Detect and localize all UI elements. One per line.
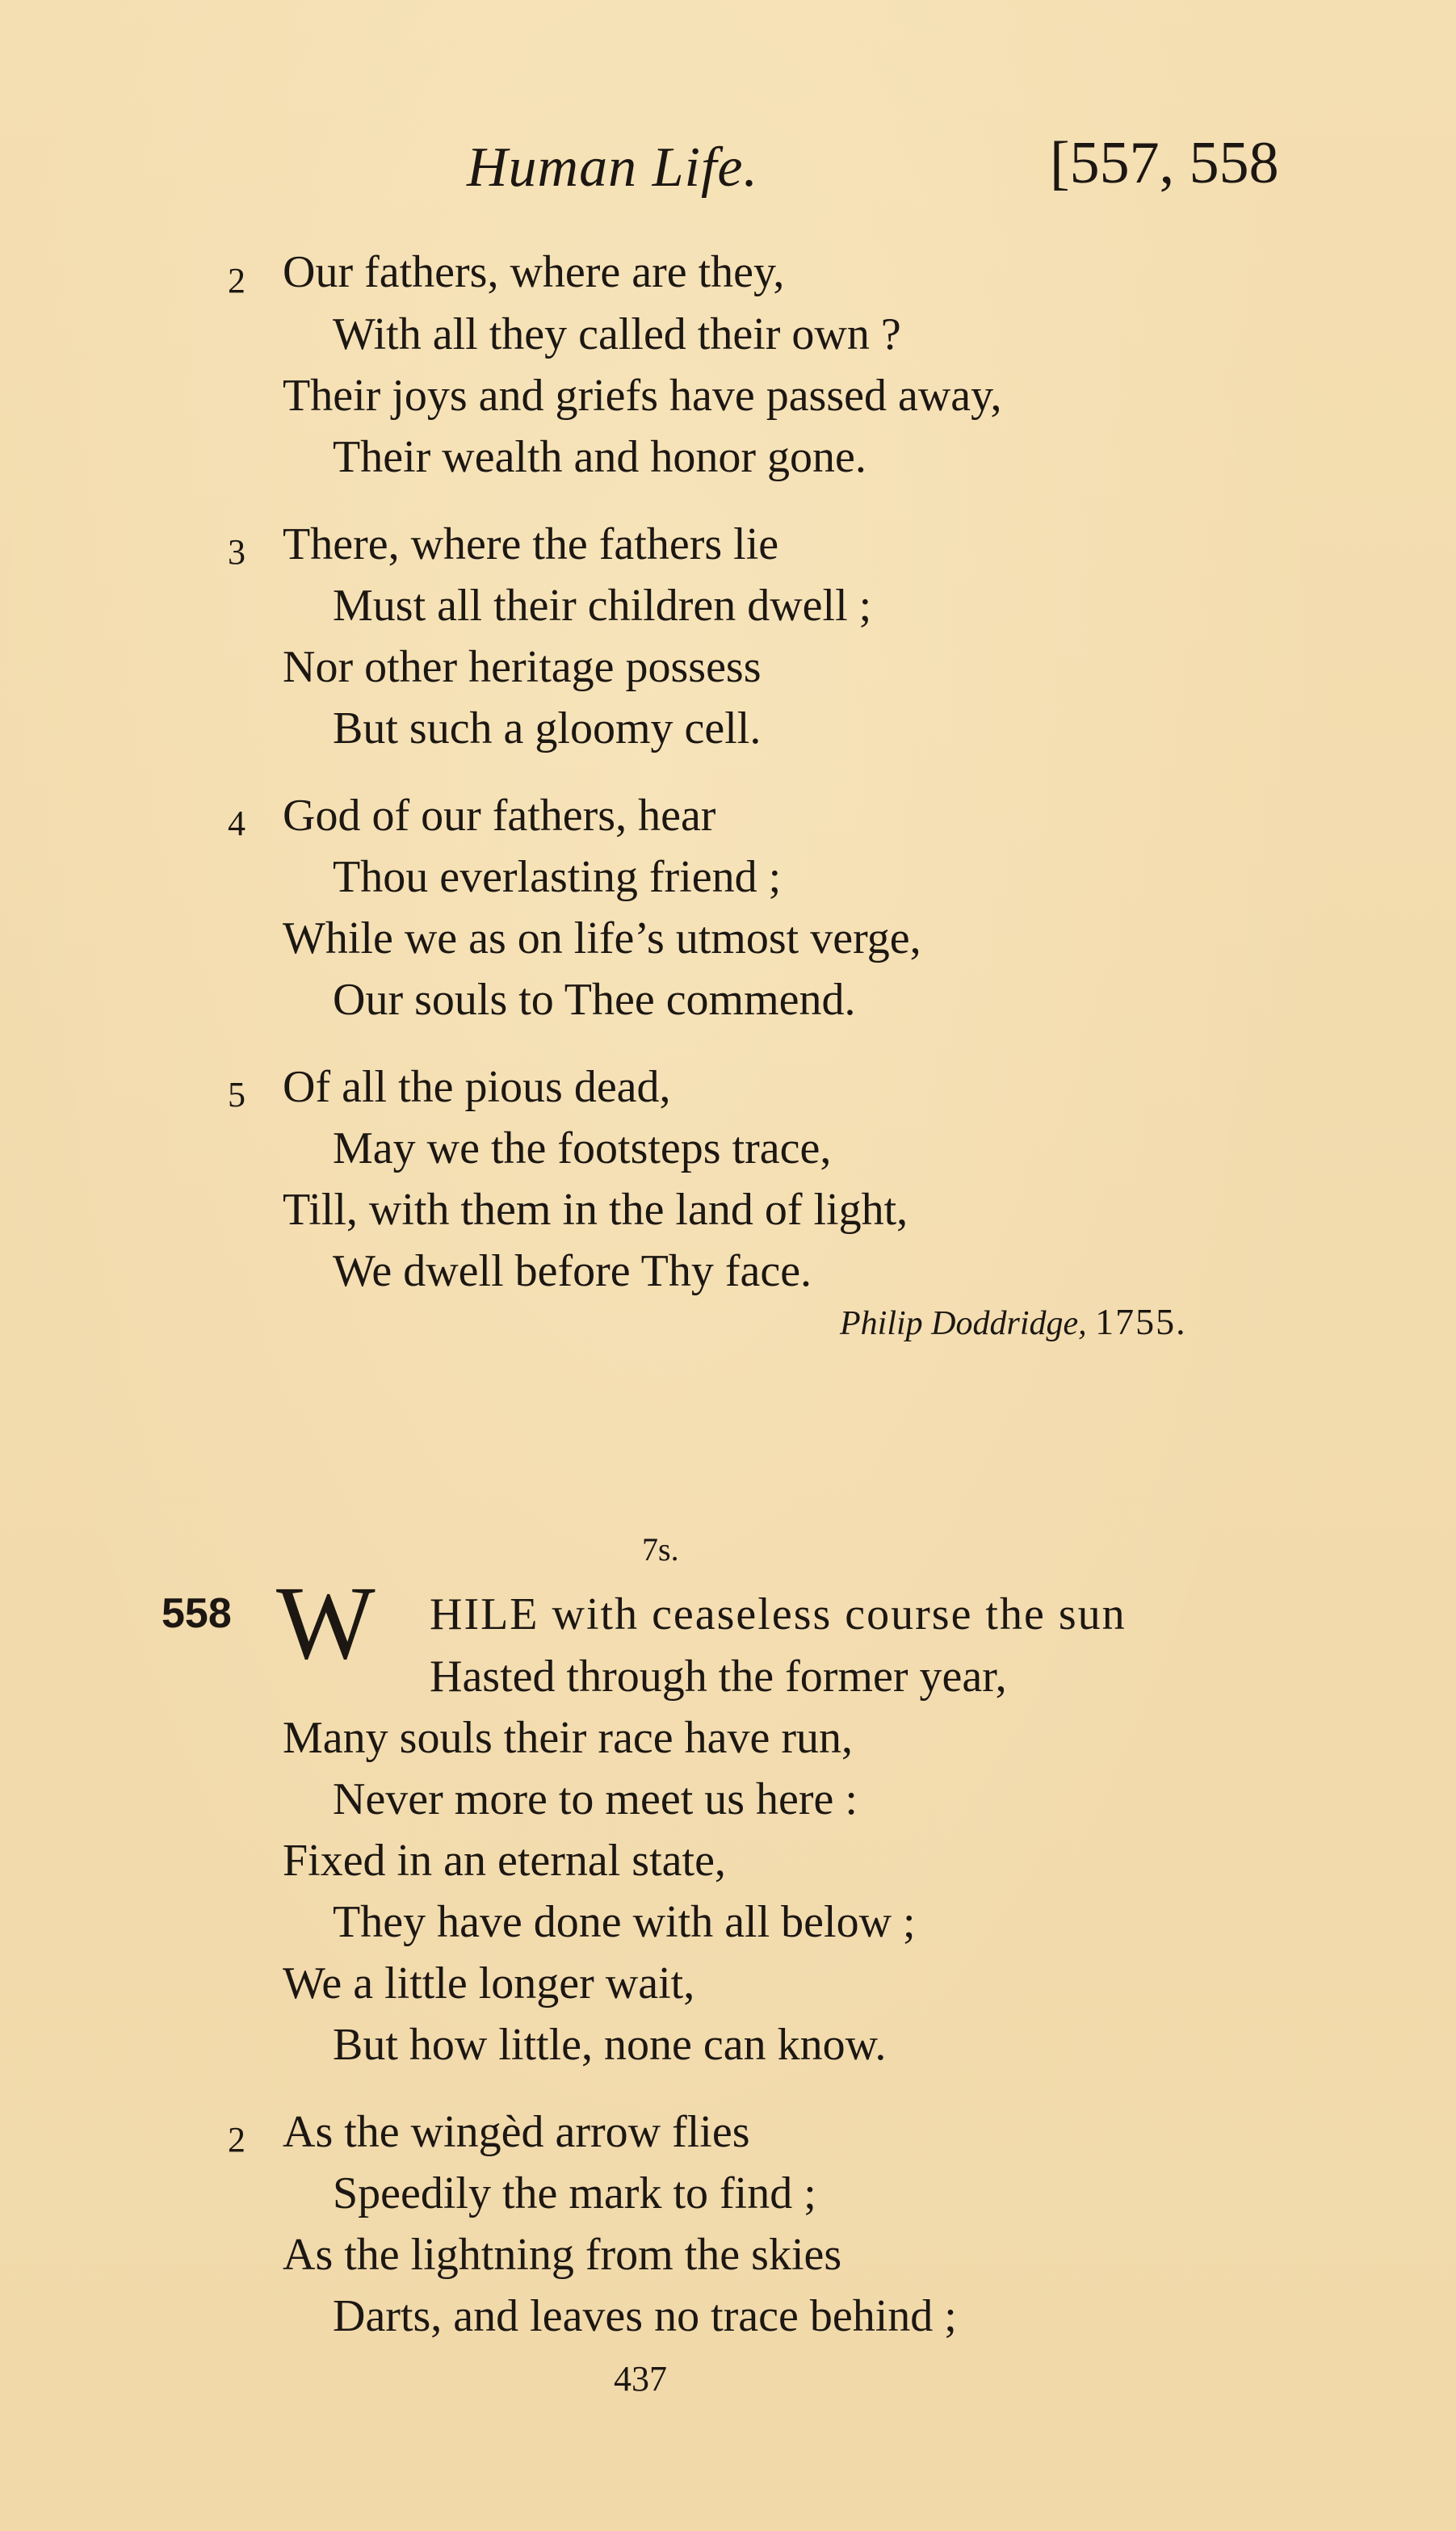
stanza-number: 4	[228, 804, 245, 843]
verse-line: While we as on life’s utmost verge,	[283, 913, 921, 963]
verse-line: But how little, none can know.	[333, 2020, 887, 2070]
verse-line: Darts, and leaves no trace behind ;	[333, 2291, 957, 2341]
verse-line: Their joys and griefs have passed away,	[283, 371, 1002, 421]
verse-line: We dwell before Thy face.	[333, 1246, 812, 1296]
verse-line: May we the footsteps trace,	[333, 1123, 832, 1173]
verse-line: Fixed in an eternal state,	[283, 1836, 726, 1886]
verse-line: Of all the pious dead,	[283, 1062, 671, 1112]
author-name: Philip Doddridge,	[840, 1305, 1087, 1342]
verse-line: But such a gloomy cell.	[333, 703, 762, 753]
verse-line: Speedily the mark to find ;	[333, 2168, 816, 2218]
verse-line: God of our fathers, hear	[283, 791, 716, 841]
verse-line: As the lightning from the skies	[283, 2230, 842, 2280]
verse-line: Hasted through the former year,	[430, 1652, 1007, 1702]
verse-line: Their wealth and honor gone.	[333, 432, 866, 482]
verse-line: Till, with them in the land of light,	[283, 1185, 908, 1235]
page-number: 437	[614, 2359, 667, 2399]
author-year: 1755.	[1095, 1301, 1187, 1342]
stanza-number: 3	[228, 532, 245, 572]
hymn-number: 558	[162, 1590, 232, 1637]
stanza-number: 5	[228, 1075, 245, 1114]
verse-line: Never more to meet us here :	[333, 1774, 858, 1824]
stanza-number: 2	[228, 261, 245, 300]
verse-line: We a little longer wait,	[283, 1958, 695, 2008]
meter-label: 7s.	[642, 1531, 679, 1568]
verse-line-first: HILE with ceaseless course the sun	[430, 1589, 1127, 1639]
verse-line: Many souls their race have run,	[283, 1713, 853, 1763]
verse-line: They have done with all below ;	[333, 1897, 916, 1947]
drop-cap: W	[276, 1565, 376, 1681]
hymn-number-range: [557, 558	[1050, 130, 1279, 196]
verse-line: Nor other heritage possess	[283, 642, 762, 692]
verse-line: There, where the fathers lie	[283, 519, 779, 569]
verse-line: Our fathers, where are they,	[283, 247, 785, 297]
verse-line: As the wingèd arrow flies	[283, 2107, 750, 2157]
verse-line: Thou everlasting friend ;	[333, 852, 782, 902]
running-title: Human Life.	[467, 136, 758, 199]
verse-line: Must all their children dwell ;	[333, 581, 872, 631]
stanza-number: 2	[228, 2120, 245, 2160]
verse-line: Our souls to Thee commend.	[333, 975, 856, 1025]
verse-line: With all they called their own ?	[333, 309, 901, 359]
author-attribution	[840, 1300, 1187, 1343]
